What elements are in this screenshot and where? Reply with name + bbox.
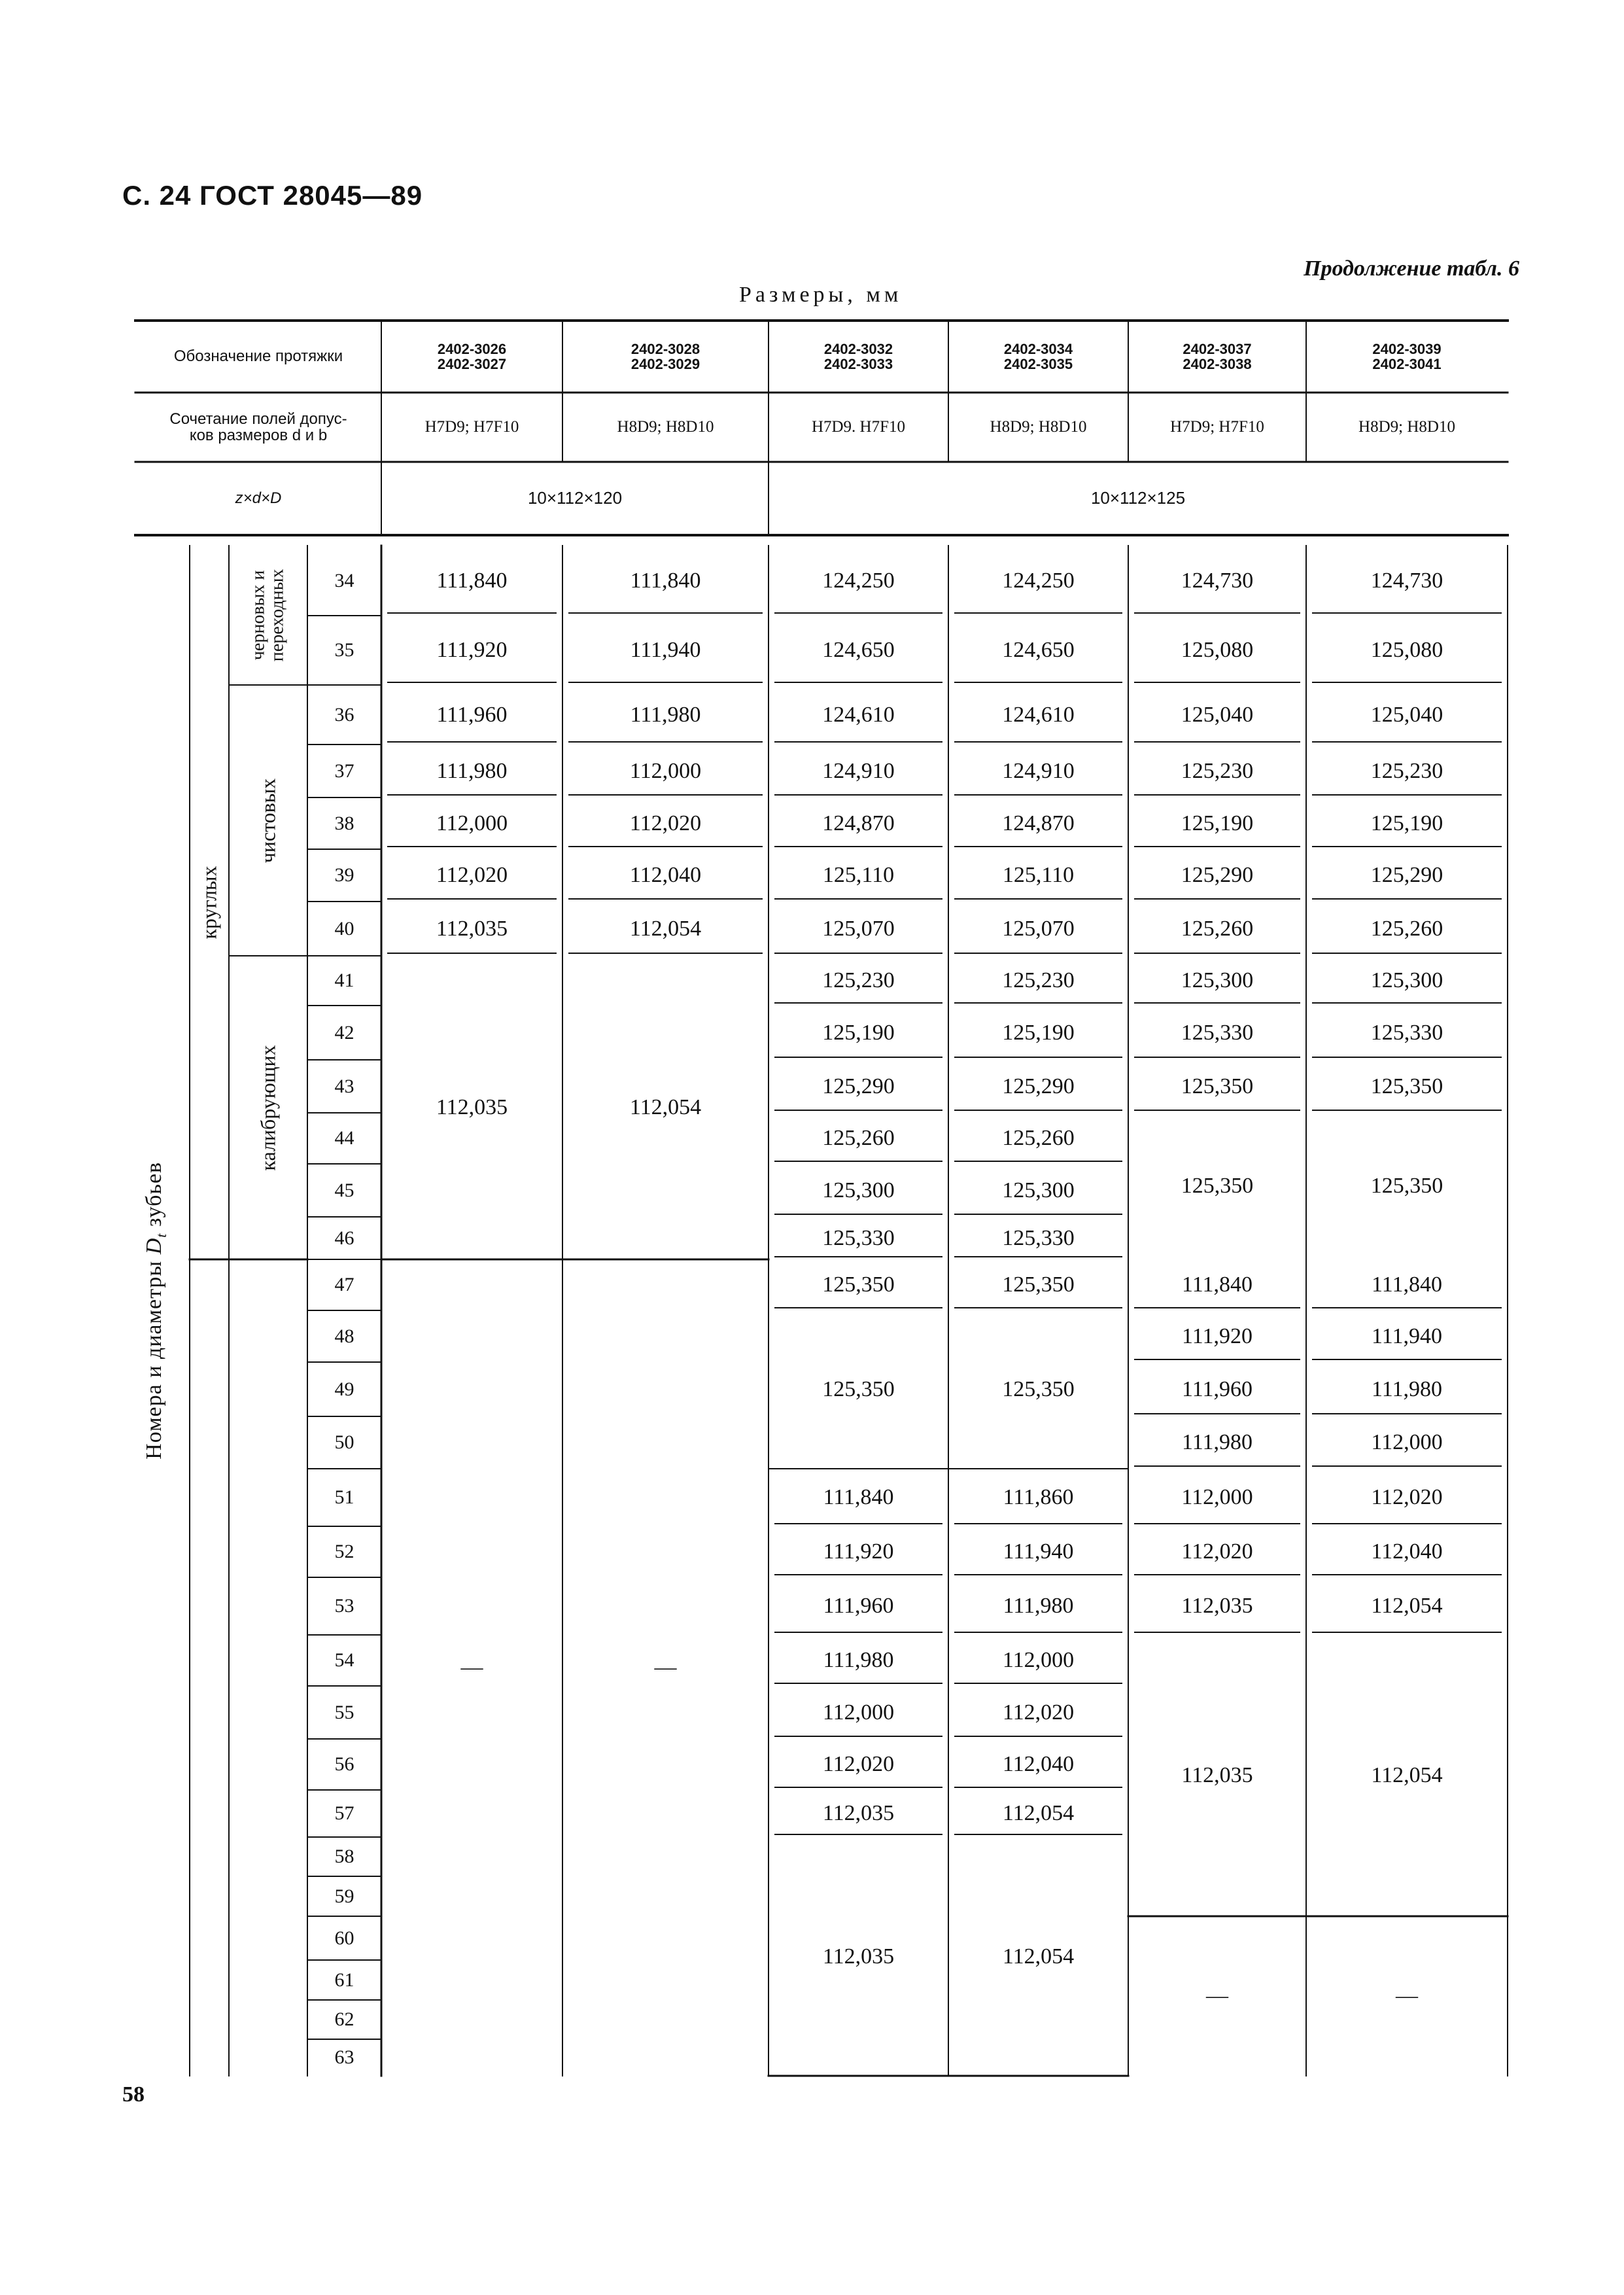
value-cell: 125,110: [1002, 863, 1075, 888]
value-cell: 125,260: [1370, 916, 1443, 941]
value-cell: 125,260: [1002, 1126, 1075, 1151]
broach-code-6: [1306, 321, 1508, 393]
merged-value-cell: 125,350: [1370, 1174, 1443, 1199]
fit-combination-1: H7D9; H7F10: [424, 417, 519, 436]
dimensions-title: Размеры, мм: [739, 283, 903, 307]
merged-value-cell: —: [1396, 1984, 1418, 2008]
merged-value-cell: 112,035: [822, 1944, 895, 1969]
value-cell: 111,840: [1372, 1272, 1442, 1297]
value-cell: 125,080: [1181, 638, 1254, 663]
value-cell: 111,940: [1372, 1323, 1442, 1348]
value-cell: 112,040: [1002, 1752, 1075, 1777]
round-teeth-label: круглых: [197, 866, 221, 939]
value-cell: 125,190: [1002, 1020, 1075, 1045]
tooth-number: 45: [334, 1179, 354, 1201]
value-cell: 124,870: [822, 811, 895, 835]
tooth-number: 56: [334, 1753, 354, 1776]
value-cell: 112,020: [629, 811, 702, 835]
value-cell: 124,910: [1002, 758, 1075, 783]
value-cell: 124,650: [822, 638, 895, 663]
merged-value-cell: 112,054: [629, 1095, 702, 1120]
tooth-number: 63: [334, 2046, 354, 2069]
size-group-2: 10×112×125: [1090, 488, 1186, 508]
value-cell: 125,330: [822, 1225, 895, 1250]
tooth-number: 51: [334, 1486, 354, 1509]
value-cell: 111,920: [436, 638, 508, 663]
broach-code: 2402-3038: [1183, 356, 1252, 372]
merged-value-cell: —: [654, 1655, 677, 1680]
value-cell: 111,840: [823, 1485, 894, 1510]
fit-combination-6: H8D9; H8D10: [1358, 417, 1455, 436]
broach-code: 2402-3028: [631, 340, 700, 357]
tooth-number: 40: [334, 917, 354, 939]
tooth-number: 58: [334, 1846, 354, 1868]
value-cell: 112,020: [436, 863, 508, 888]
value-cell: 112,054: [629, 916, 702, 941]
size-group-1: 10×112×120: [527, 488, 623, 508]
broach-code-2: [562, 321, 769, 393]
value-cell: 112,054: [1371, 1594, 1443, 1619]
value-cell: 111,980: [1003, 1594, 1074, 1619]
value-cell: 111,980: [630, 702, 701, 727]
value-cell: 111,860: [1003, 1485, 1074, 1510]
value-cell: 125,260: [1181, 916, 1254, 941]
value-cell: 111,940: [1003, 1539, 1074, 1564]
value-cell: 125,330: [1181, 1020, 1254, 1045]
fits-label-line2: ков размеров d и b: [189, 427, 328, 444]
fits-label: [135, 393, 381, 462]
fit-combination-5: H7D9; H7F10: [1170, 417, 1264, 436]
tooth-number: 52: [334, 1541, 354, 1563]
value-cell: 112,020: [822, 1752, 895, 1777]
tooth-number: 39: [334, 864, 354, 886]
fit-combination-3: H7D9. H7F10: [811, 417, 906, 436]
value-cell: 125,040: [1181, 702, 1254, 727]
tooth-number: 54: [334, 1649, 354, 1672]
value-cell: 125,350: [822, 1272, 895, 1297]
broach-code-1: [381, 321, 562, 393]
value-cell: 112,040: [1371, 1539, 1443, 1564]
value-cell: 125,350: [1002, 1272, 1075, 1297]
tooth-number: 48: [334, 1325, 354, 1347]
value-cell: 125,300: [822, 1178, 895, 1202]
tooth-number: 53: [334, 1595, 354, 1617]
value-cell: 112,000: [822, 1700, 895, 1725]
value-cell: 125,190: [1370, 811, 1443, 835]
broach-code: 2402-3029: [631, 356, 700, 372]
continuation-caption: Продолжение табл. 6: [1304, 256, 1519, 281]
value-cell: 111,960: [1182, 1376, 1253, 1401]
broach-code: 2402-3032: [823, 340, 893, 357]
value-cell: 125,290: [822, 1074, 895, 1098]
value-cell: 125,070: [822, 916, 895, 941]
value-cell: 125,230: [822, 968, 895, 993]
value-cell: 111,980: [436, 758, 508, 783]
value-cell: 111,980: [823, 1648, 894, 1673]
value-cell: 112,035: [436, 916, 508, 941]
broach-code: 2402-3034: [1003, 340, 1073, 357]
value-cell: 112,020: [1371, 1485, 1443, 1510]
tooth-number: 50: [334, 1431, 354, 1454]
tooth-number: 42: [334, 1021, 354, 1043]
value-cell: 112,035: [822, 1801, 895, 1826]
tooth-number: 38: [334, 812, 354, 834]
value-cell: 124,610: [822, 702, 895, 727]
broach-code-3: [769, 321, 948, 393]
merged-value-cell: 125,350: [822, 1377, 895, 1402]
value-cell: 112,000: [1181, 1485, 1253, 1510]
value-cell: 111,920: [1182, 1323, 1253, 1348]
value-cell: 112,000: [1002, 1648, 1075, 1673]
tooth-number: 43: [334, 1075, 354, 1097]
value-cell: 125,110: [822, 863, 895, 888]
value-cell: 125,330: [1370, 1020, 1443, 1045]
value-cell: 125,330: [1002, 1225, 1075, 1250]
value-cell: 124,250: [1002, 568, 1075, 593]
teeth-numbers-diameters-label: Номера и диаметры $D_t$ зубьев: [142, 1161, 169, 1460]
fit-combination-4: H8D9; H8D10: [990, 417, 1087, 436]
merged-value-cell: 125,350: [1181, 1174, 1254, 1199]
value-cell: 125,290: [1181, 863, 1254, 888]
value-cell: 124,730: [1181, 568, 1254, 593]
merged-value-cell: 125,350: [1002, 1377, 1075, 1402]
fit-combination-2: H8D9; H8D10: [617, 417, 714, 436]
tooth-number: 37: [334, 760, 354, 782]
broach-code: 2402-3026: [437, 340, 507, 357]
value-cell: 124,730: [1370, 568, 1443, 593]
value-cell: 125,290: [1370, 863, 1443, 888]
tooth-number: 35: [334, 639, 354, 661]
tooth-number: 34: [334, 569, 354, 591]
broach-code: 2402-3035: [1003, 356, 1073, 372]
calibrating-label: калибрующих: [256, 1044, 280, 1171]
value-cell: 112,054: [1002, 1801, 1075, 1826]
value-cell: 111,940: [630, 638, 701, 663]
value-cell: 125,190: [1181, 811, 1254, 835]
value-cell: 125,260: [822, 1126, 895, 1151]
value-cell: 124,650: [1002, 638, 1075, 663]
finishing-label: чистовых: [256, 778, 280, 863]
broach-code: 2402-3033: [823, 356, 893, 372]
fits-label-line1: Сочетание полей допус-: [169, 410, 347, 428]
value-cell: 111,960: [823, 1594, 894, 1619]
value-cell: 112,000: [436, 811, 508, 835]
value-cell: 124,870: [1002, 811, 1075, 835]
tooth-number: 49: [334, 1378, 354, 1400]
value-cell: 125,350: [1181, 1074, 1254, 1098]
value-cell: 125,230: [1181, 758, 1254, 783]
value-cell: 124,250: [822, 568, 895, 593]
tooth-number: 36: [334, 703, 354, 726]
value-cell: 125,350: [1370, 1074, 1443, 1098]
merged-value-cell: —: [460, 1655, 483, 1680]
tooth-number: 44: [334, 1127, 354, 1149]
value-cell: 111,960: [436, 702, 508, 727]
tooth-number: 47: [334, 1274, 354, 1296]
page-number: 58: [122, 2082, 145, 2107]
value-cell: 124,610: [1002, 702, 1075, 727]
rough-transitional-label: черновых и переходных: [248, 569, 288, 662]
broach-code: 2402-3039: [1372, 340, 1442, 357]
value-cell: 112,035: [1181, 1594, 1253, 1619]
tooth-number: 59: [334, 1885, 354, 1907]
merged-value-cell: 112,054: [1002, 1944, 1075, 1969]
broach-code-4: [948, 321, 1128, 393]
broach-code-5: [1128, 321, 1306, 393]
value-cell: 111,840: [630, 568, 701, 593]
value-cell: 111,840: [436, 568, 508, 593]
merged-value-cell: 112,035: [436, 1095, 508, 1120]
merged-value-cell: —: [1206, 1984, 1228, 2008]
value-cell: 112,000: [1371, 1430, 1443, 1455]
value-cell: 125,080: [1370, 638, 1443, 663]
designation-label: Обозначение протяжки: [173, 347, 343, 366]
value-cell: 125,300: [1181, 968, 1254, 993]
value-cell: 125,230: [1002, 968, 1075, 993]
value-cell: 124,910: [822, 758, 895, 783]
tooth-number: 55: [334, 1701, 354, 1723]
broach-code: 2402-3027: [437, 356, 507, 372]
tooth-number: 46: [334, 1227, 354, 1249]
value-cell: 125,070: [1002, 916, 1075, 941]
value-cell: 111,980: [1182, 1430, 1253, 1455]
broach-code: 2402-3041: [1372, 356, 1442, 372]
value-cell: 111,840: [1182, 1272, 1253, 1297]
tooth-number: 41: [334, 970, 354, 992]
value-cell: 125,040: [1370, 702, 1443, 727]
broach-code: 2402-3037: [1183, 340, 1252, 357]
value-cell: 125,230: [1370, 758, 1443, 783]
value-cell: 111,980: [1372, 1376, 1442, 1401]
value-cell: 112,020: [1181, 1539, 1253, 1564]
value-cell: 112,020: [1002, 1700, 1075, 1725]
tooth-number: 60: [334, 1927, 354, 1949]
value-cell: 125,300: [1370, 968, 1443, 993]
tooth-number: 62: [334, 2008, 354, 2031]
merged-value-cell: 112,035: [1181, 1763, 1253, 1788]
tooth-number: 57: [334, 1802, 354, 1825]
value-cell: 125,290: [1002, 1074, 1075, 1098]
value-cell: 112,000: [629, 758, 702, 783]
value-cell: 112,040: [629, 863, 702, 888]
value-cell: 111,920: [823, 1539, 894, 1564]
merged-value-cell: 112,054: [1371, 1763, 1443, 1788]
value-cell: 125,300: [1002, 1178, 1075, 1202]
page-header: С. 24 ГОСТ 28045—89: [122, 180, 423, 211]
tooth-number: 61: [334, 1969, 354, 1991]
zdD-label: z×d×D: [235, 489, 282, 508]
value-cell: 125,190: [822, 1020, 895, 1045]
